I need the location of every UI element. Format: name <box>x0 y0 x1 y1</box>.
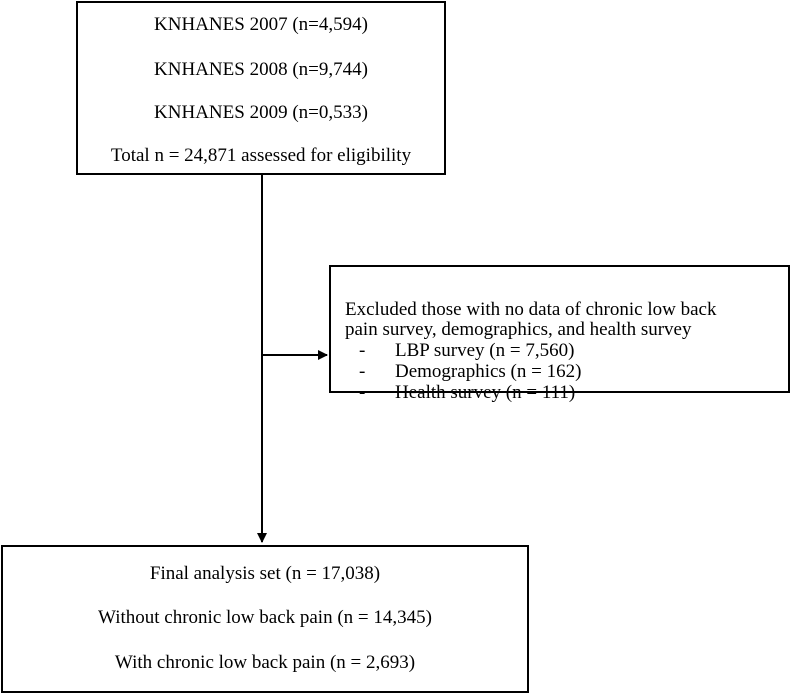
exclusion-item-demographics: Demographics (n = 162) <box>395 361 582 382</box>
cohort-2009-label: KNHANES 2009 (n=0,533) <box>154 102 368 123</box>
cohort-2007-label: KNHANES 2007 (n=4,594) <box>154 14 368 35</box>
exclusion-intro-line-2: pain survey, demographics, and health survey <box>345 319 692 340</box>
bullet-marker: - <box>359 382 366 403</box>
exclusion-box <box>329 265 790 403</box>
final-analysis-set-label: Final analysis set (n = 17,038) <box>149 563 381 584</box>
cohort-2008-label: KNHANES 2008 (n=9,744) <box>154 59 368 80</box>
without-clbp-label: Without chronic low back pain (n = 14,345) <box>98 607 432 628</box>
exclusion-item-health-survey: Health survey (n = 111) <box>395 382 576 403</box>
bullet-marker: - <box>359 340 366 361</box>
exclusion-item-lbp-survey: LBP survey (n = 7,560) <box>395 340 575 361</box>
final-analysis-box <box>1 545 529 693</box>
source-cohorts-box <box>76 1 446 175</box>
exclusion-intro-line-1: Excluded those with no data of chronic low back <box>345 299 717 320</box>
with-clbp-label: With chronic low back pain (n = 2,693) <box>114 652 416 673</box>
total-eligibility-label: Total n = 24,871 assessed for eligibility <box>110 145 412 166</box>
bullet-marker: - <box>359 361 366 382</box>
